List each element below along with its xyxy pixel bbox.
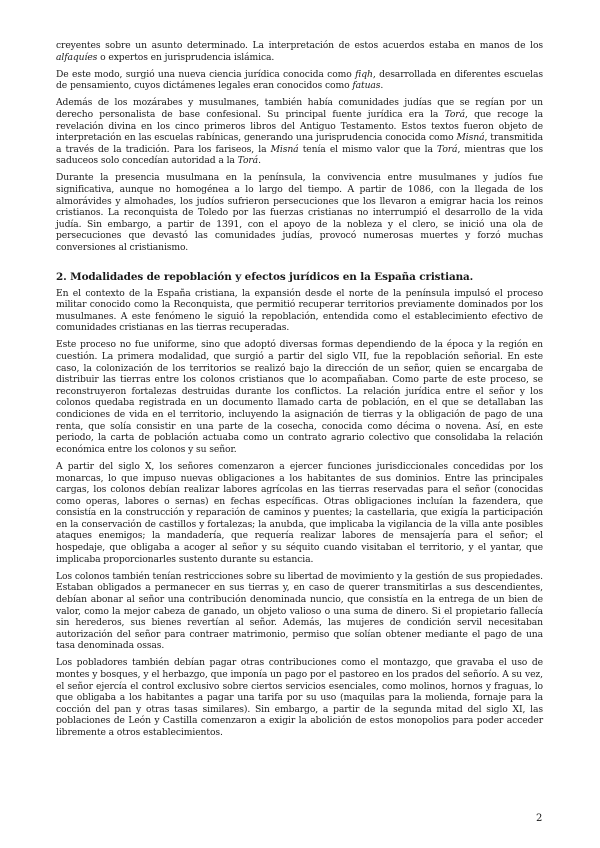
text-run: , mientras que los saduceos solo concedían autoridad a la bbox=[56, 143, 543, 167]
page-number: 2 bbox=[536, 813, 543, 824]
paragraph bbox=[56, 288, 543, 334]
text-run: A partir del siglo X, los señores comenzaron a ejercer funciones jurisdiccionales concedidas por los monarcas, lo que impuso nuevas obligaciones a los habitantes de sus dominios. Entre las principales cargas, los colonos debían realizar labores agrícolas en las tierras reservadas para el señor (conocidas como operas, labores o sernas) en fechas específicas. Otras obligaciones incluían la fazendera, que consistía en la construcción y reparación de caminos y puentes; la castellaria, que exigía la participación en la conservación de castillos y fortalezas; la anubda, que implicaba la vigilancia de la villa ante posibles ataques enemigos; la mandadería, que requería realizar labores de mensajería para el señor; el hospedaje, que obligaba a acoger al señor y su séquito cuando visitaban el territorio, y el yantar, que implicaba proporcionarles sustento durante su estancia. bbox=[56, 460, 543, 565]
paragraph bbox=[56, 69, 543, 92]
italic-term: Torá bbox=[444, 108, 465, 120]
text-run: Este proceso no fue uniforme, sino que adoptó diversas formas dependiendo de la época y la región en cuestión. La primera modalidad, que surgió a partir del siglo VII, fue la repoblación señorial. En este caso, la colonización de los territorios se realizó bajo la dirección de un señor, quien se encargaba de distribuir las tierras entre los colonos cristianos que lo acompañaban. Como parte de este proceso, se reconstruyeron fortalezas destruidas durante los conflictos. La relación jurídica entre el señor y los colonos quedaba registrada en un documento llamado carta de población, en el que se detallaban las condiciones de vida en el territorio, incluyendo la asignación de tierras y la obligación de pago de una renta, que solía consistir en una parte de la cosecha, conocida como décima o novena. Así, en este periodo, la carta de población actuaba como un contrato agrario colectivo que consolidaba la relación económica entre los colonos y su señor. bbox=[56, 339, 543, 455]
paragraph bbox=[56, 339, 543, 455]
text-run: , transmitida a través de la tradición. Para los fariseos, la bbox=[56, 132, 543, 155]
paragraph bbox=[56, 172, 543, 253]
italic-term: Misná bbox=[270, 143, 299, 155]
text-run: Los colonos también tenían restricciones sobre su libertad de movimiento y la gestión de sus propiedades. Estaban obligados a permanecer en sus tierras y, en caso de querer transmitirlas a sus descendientes, debían abonar al señor una contribución denominada nuncio, que consistía en la entrega de un bien de valor, como la mejor cabeza de ganado, un objeto valioso o una suma de dinero. Si el propietario fallecía sin herederos, sus bienes revertían al señor. Además, las mujeres de condición servil necesitaban autorización del señor para contraer matrimonio, permiso que solían obtener mediante el pago de una tasa denominada ossas. bbox=[56, 570, 543, 652]
text-run: Durante la presencia musulmana en la península, la convivencia entre musulmanes y judíos fue significativa, aunque no homogénea a lo largo del tiempo. A partir de 1086, con la llegada de los almorávides y almohades, los judíos sufrieron persecuciones que los llevaron a emigrar hacia los reinos cristianos. La reconquista de Toledo por las fuerzas cristianas no interrumpió el desarrollo de la vida judía. Sin embargo, a partir de 1391, con el apoyo de la nobleza y el clero, se inició una ola de persecuciones que devastó las comunidades judías, provocó numerosas muertes y forzó muchas conversiones al cristianismo. bbox=[56, 172, 543, 253]
text-run: . bbox=[380, 80, 384, 92]
paragraph bbox=[56, 40, 543, 63]
text-run: Los pobladores también debían pagar otras contribuciones como el montazgo, que gravaba el uso de montes y bosques, y el herbazgo, que imponía un pago por el pastoreo en los prados del señorío. A su vez, el señor ejercía el control exclusivo sobre ciertos servicios esenciales, como molinos, hornos y fraguas, lo que obligaba a los habitantes a pagar una tarifa por su uso (maquilas para la molienda, fornaje para la cocción del pan y otras tasas similares). Sin embargo, a partir de la segunda mitad del siglo XI, las poblaciones de León y Castilla comenzaron a exigir la abolición de estos monopolios para poder acceder libremente a otros establecimientos. bbox=[56, 657, 543, 738]
paragraph bbox=[56, 657, 543, 738]
text-run: Además de los mozárabes y musulmanes, también había comunidades judías que se regían por un derecho personalista de base confesional. Su principal fuente jurídica era la bbox=[56, 97, 543, 120]
text-run: o expertos en jurisprudencia islámica. bbox=[97, 51, 275, 63]
italic-term: Torá bbox=[237, 155, 259, 167]
text-run: De este modo, surgió una nueva ciencia jurídica conocida como bbox=[56, 68, 356, 80]
text-run: , que recoge la revelación divina en los cinco primeros libros del Antiguo Testamento. Estos textos fueron objeto de interpretación en las escuelas rabínicas, generando una jurisprudencia conocida como bbox=[56, 108, 543, 144]
paragraph bbox=[56, 571, 543, 652]
italic-term: Misná bbox=[456, 132, 485, 144]
text-run: . bbox=[258, 155, 261, 167]
text-run: , desarrollada en diferentes escuelas de pensamiento, cuyos dictámenes legales eran conocidos como bbox=[56, 68, 543, 92]
page-content bbox=[56, 40, 543, 744]
section-heading: 2. Modalidades de repoblación y efectos jurídicos en la España cristiana. bbox=[56, 270, 474, 283]
text-run: En el contexto de la España cristiana, la expansión desde el norte de la península impulsó el proceso militar conocido como la Reconquista, que permitió recuperar territorios previamente dominados por los musulmanes. A este fenómeno le siguió la repoblación, entendida como el establecimiento efectivo de comunidades cristianas en las tierras recuperadas. bbox=[56, 287, 543, 334]
italic-term: alfaquíes bbox=[56, 51, 98, 63]
italic-term: fatuas bbox=[352, 80, 381, 92]
section-paragraphs bbox=[56, 288, 543, 739]
intro-paragraphs bbox=[56, 40, 543, 254]
text-run: tenía el mismo valor que la bbox=[298, 143, 438, 155]
paragraph bbox=[56, 461, 543, 565]
italic-term: Torá bbox=[437, 143, 458, 155]
paragraph bbox=[56, 97, 543, 167]
italic-term: fiqh bbox=[355, 68, 373, 80]
text-run: creyentes sobre un asunto determinado. La interpretación de estos acuerdos estaba en manos de los bbox=[56, 40, 543, 51]
